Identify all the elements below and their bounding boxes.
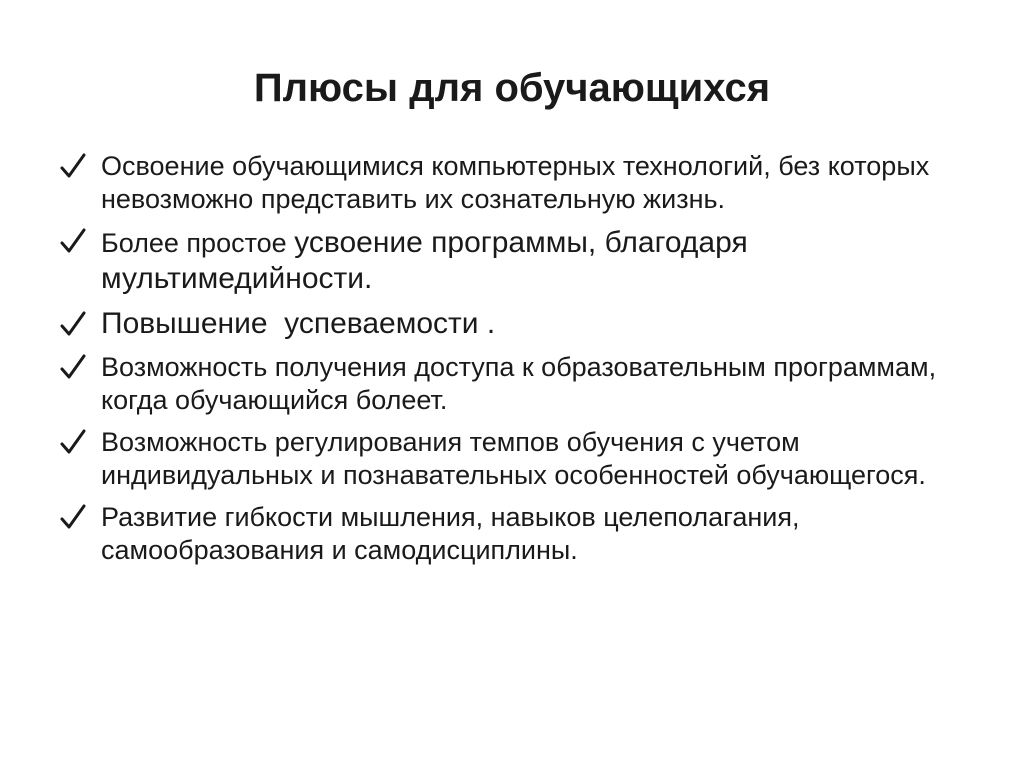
bullet-text: Развитие гибкости мышления, навыков целеполагания, самообразования и самодисциплины. [101, 502, 800, 565]
bullet-text-small: Более простое [101, 228, 295, 258]
list-item [60, 351, 980, 417]
list-item [60, 501, 980, 567]
bullet-text: Освоение обучающимися компьютерных технологий, без которых невозможно представить их сознательную жизнь. [101, 151, 930, 214]
check-icon [60, 503, 86, 531]
bullet-list [60, 150, 980, 576]
slide-title: Плюсы для обучающихся [253, 66, 771, 110]
list-item [60, 426, 980, 492]
check-icon [60, 152, 86, 180]
bullet-text: Повышение успеваемости . [101, 307, 496, 340]
check-icon [60, 428, 86, 456]
list-item [60, 150, 980, 216]
bullet-text-large: усвоение программы, благодаря мультимедийности. [101, 226, 748, 295]
check-icon [60, 227, 86, 255]
check-icon [60, 310, 86, 338]
bullet-text: Возможность регулирования темпов обучения с учетом индивидуальных и познавательных особенностей обучающегося. [101, 427, 926, 490]
list-item [60, 225, 980, 297]
list-item [60, 306, 980, 342]
bullet-text: Возможность получения доступа к образовательным программам, когда обучающийся болеет. [101, 352, 937, 415]
check-icon [60, 353, 86, 381]
